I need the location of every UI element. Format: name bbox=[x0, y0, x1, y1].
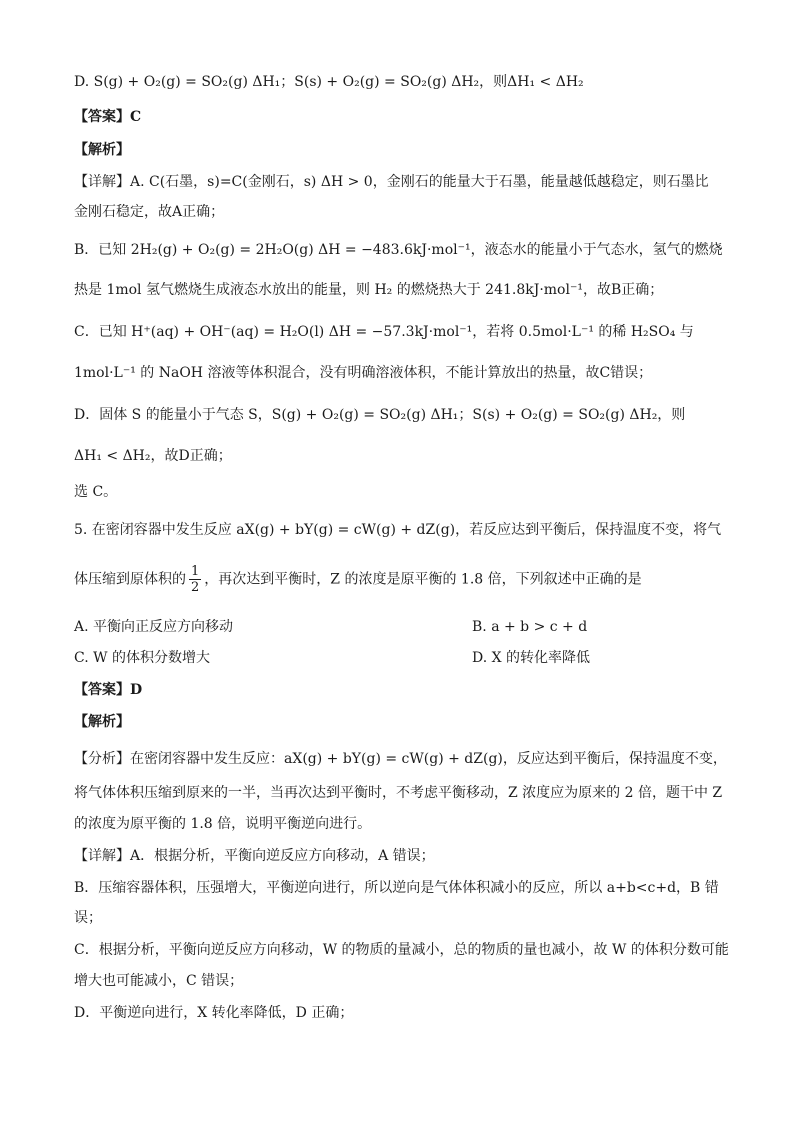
question-5-line-cont bbox=[74, 564, 728, 595]
fraction-numerator: 1 bbox=[191, 564, 200, 579]
analysis-line-1: 【分析】在密闭容器中发生反应：aX(g) + bY(g) = cW(g) + dZ(g)，反应达到平衡后，保持温度不变， bbox=[74, 751, 727, 767]
option-c: C. W 的体积分数增大 bbox=[74, 650, 210, 666]
detail2-line-d: D．平衡逆向进行，X 转化率降低，D 正确； bbox=[74, 1005, 354, 1021]
detail2-line-c-cont: 增大也可能减小，C 错误； bbox=[74, 973, 244, 989]
choose-line: 选 C。 bbox=[74, 484, 118, 500]
analysis-label: 【解析】 bbox=[74, 142, 130, 158]
detail2-line-a: 【详解】A．根据分析，平衡向逆反应方向移动，A 错误； bbox=[74, 848, 435, 864]
option-d: D. X 的转化率降低 bbox=[472, 650, 591, 666]
option-d-line: D. S(g) + O₂(g) = SO₂(g) ΔH₁；S(s) + O₂(g) = SO₂(g) ΔH₂，则ΔH₁ < ΔH₂ bbox=[74, 74, 584, 90]
question-5-text-b: ，再次达到平衡时，Z 的浓度是原平衡的 1.8 倍，下列叙述中正确的是 bbox=[204, 571, 642, 588]
answer-label-2: 【答案】D bbox=[74, 682, 143, 698]
detail-line-a-cont: 金刚石稳定，故A正确； bbox=[74, 204, 225, 220]
options-row-1 bbox=[74, 617, 728, 637]
options-row-2 bbox=[74, 648, 728, 668]
detail2-line-c: C．根据分析，平衡向逆反应方向移动，W 的物质的量减小，总的物质的量也减小，故 W 的体积分数可能 bbox=[74, 942, 729, 958]
answer-label: 【答案】C bbox=[74, 109, 142, 125]
detail-line-d-cont: ΔH₁ < ΔH₂，故D正确； bbox=[74, 448, 232, 464]
detail2-line-b: B．压缩容器体积，压强增大，平衡逆向进行，所以逆向是气体体积减小的反应，所以 a+b<c+d，B 错 bbox=[74, 880, 719, 896]
analysis-line-3: 的浓度为原平衡的 1.8 倍，说明平衡逆向进行。 bbox=[74, 816, 372, 832]
fraction-denominator: 2 bbox=[191, 580, 200, 595]
analysis-label-2: 【解析】 bbox=[74, 714, 130, 730]
question-5-line: 5. 在密闭容器中发生反应 aX(g) + bY(g) = cW(g) + dZ(g)，若反应达到平衡后，保持温度不变，将气 bbox=[74, 522, 722, 538]
detail2-line-b-cont: 误； bbox=[74, 910, 102, 926]
question-5-text-a: 体压缩到原体积的 bbox=[74, 571, 186, 588]
option-b: B. a + b > c + d bbox=[472, 619, 588, 635]
fraction-one-half bbox=[189, 564, 201, 595]
detail-line-b-cont: 热是 1mol 氢气燃烧生成液态水放出的能量，则 H₂ 的燃烧热大于 241.8kJ·mol⁻¹，故B正确； bbox=[74, 282, 664, 298]
detail-line-c-cont: 1mol·L⁻¹ 的 NaOH 溶液等体积混合，没有明确溶液体积，不能计算放出的热量，故C错误； bbox=[74, 365, 653, 381]
option-a: A. 平衡向正反应方向移动 bbox=[74, 619, 234, 635]
detail-line-a: 【详解】A. C(石墨，s)=C(金刚石，s) ΔH > 0，金刚石的能量大于石墨，能量越低越稳定，则石墨比 bbox=[74, 174, 709, 190]
analysis-line-2: 将气体体积压缩到原来的一半，当再次达到平衡时，不考虑平衡移动，Z 浓度应为原来的 2 倍，题干中 Z bbox=[74, 785, 723, 801]
detail-line-c: C．已知 H⁺(aq) + OH⁻(aq) = H₂O(l) ΔH = −57.3kJ·mol⁻¹，若将 0.5mol·L⁻¹ 的稀 H₂SO₄ 与 bbox=[74, 324, 694, 340]
detail-line-d: D．固体 S 的能量小于气态 S，S(g) + O₂(g) = SO₂(g) ΔH₁；S(s) + O₂(g) = SO₂(g) ΔH₂，则 bbox=[74, 407, 686, 423]
detail-line-b: B．已知 2H₂(g) + O₂(g) = 2H₂O(g) ΔH = −483.6kJ·mol⁻¹，液态水的能量小于气态水，氢气的燃烧 bbox=[74, 242, 723, 258]
